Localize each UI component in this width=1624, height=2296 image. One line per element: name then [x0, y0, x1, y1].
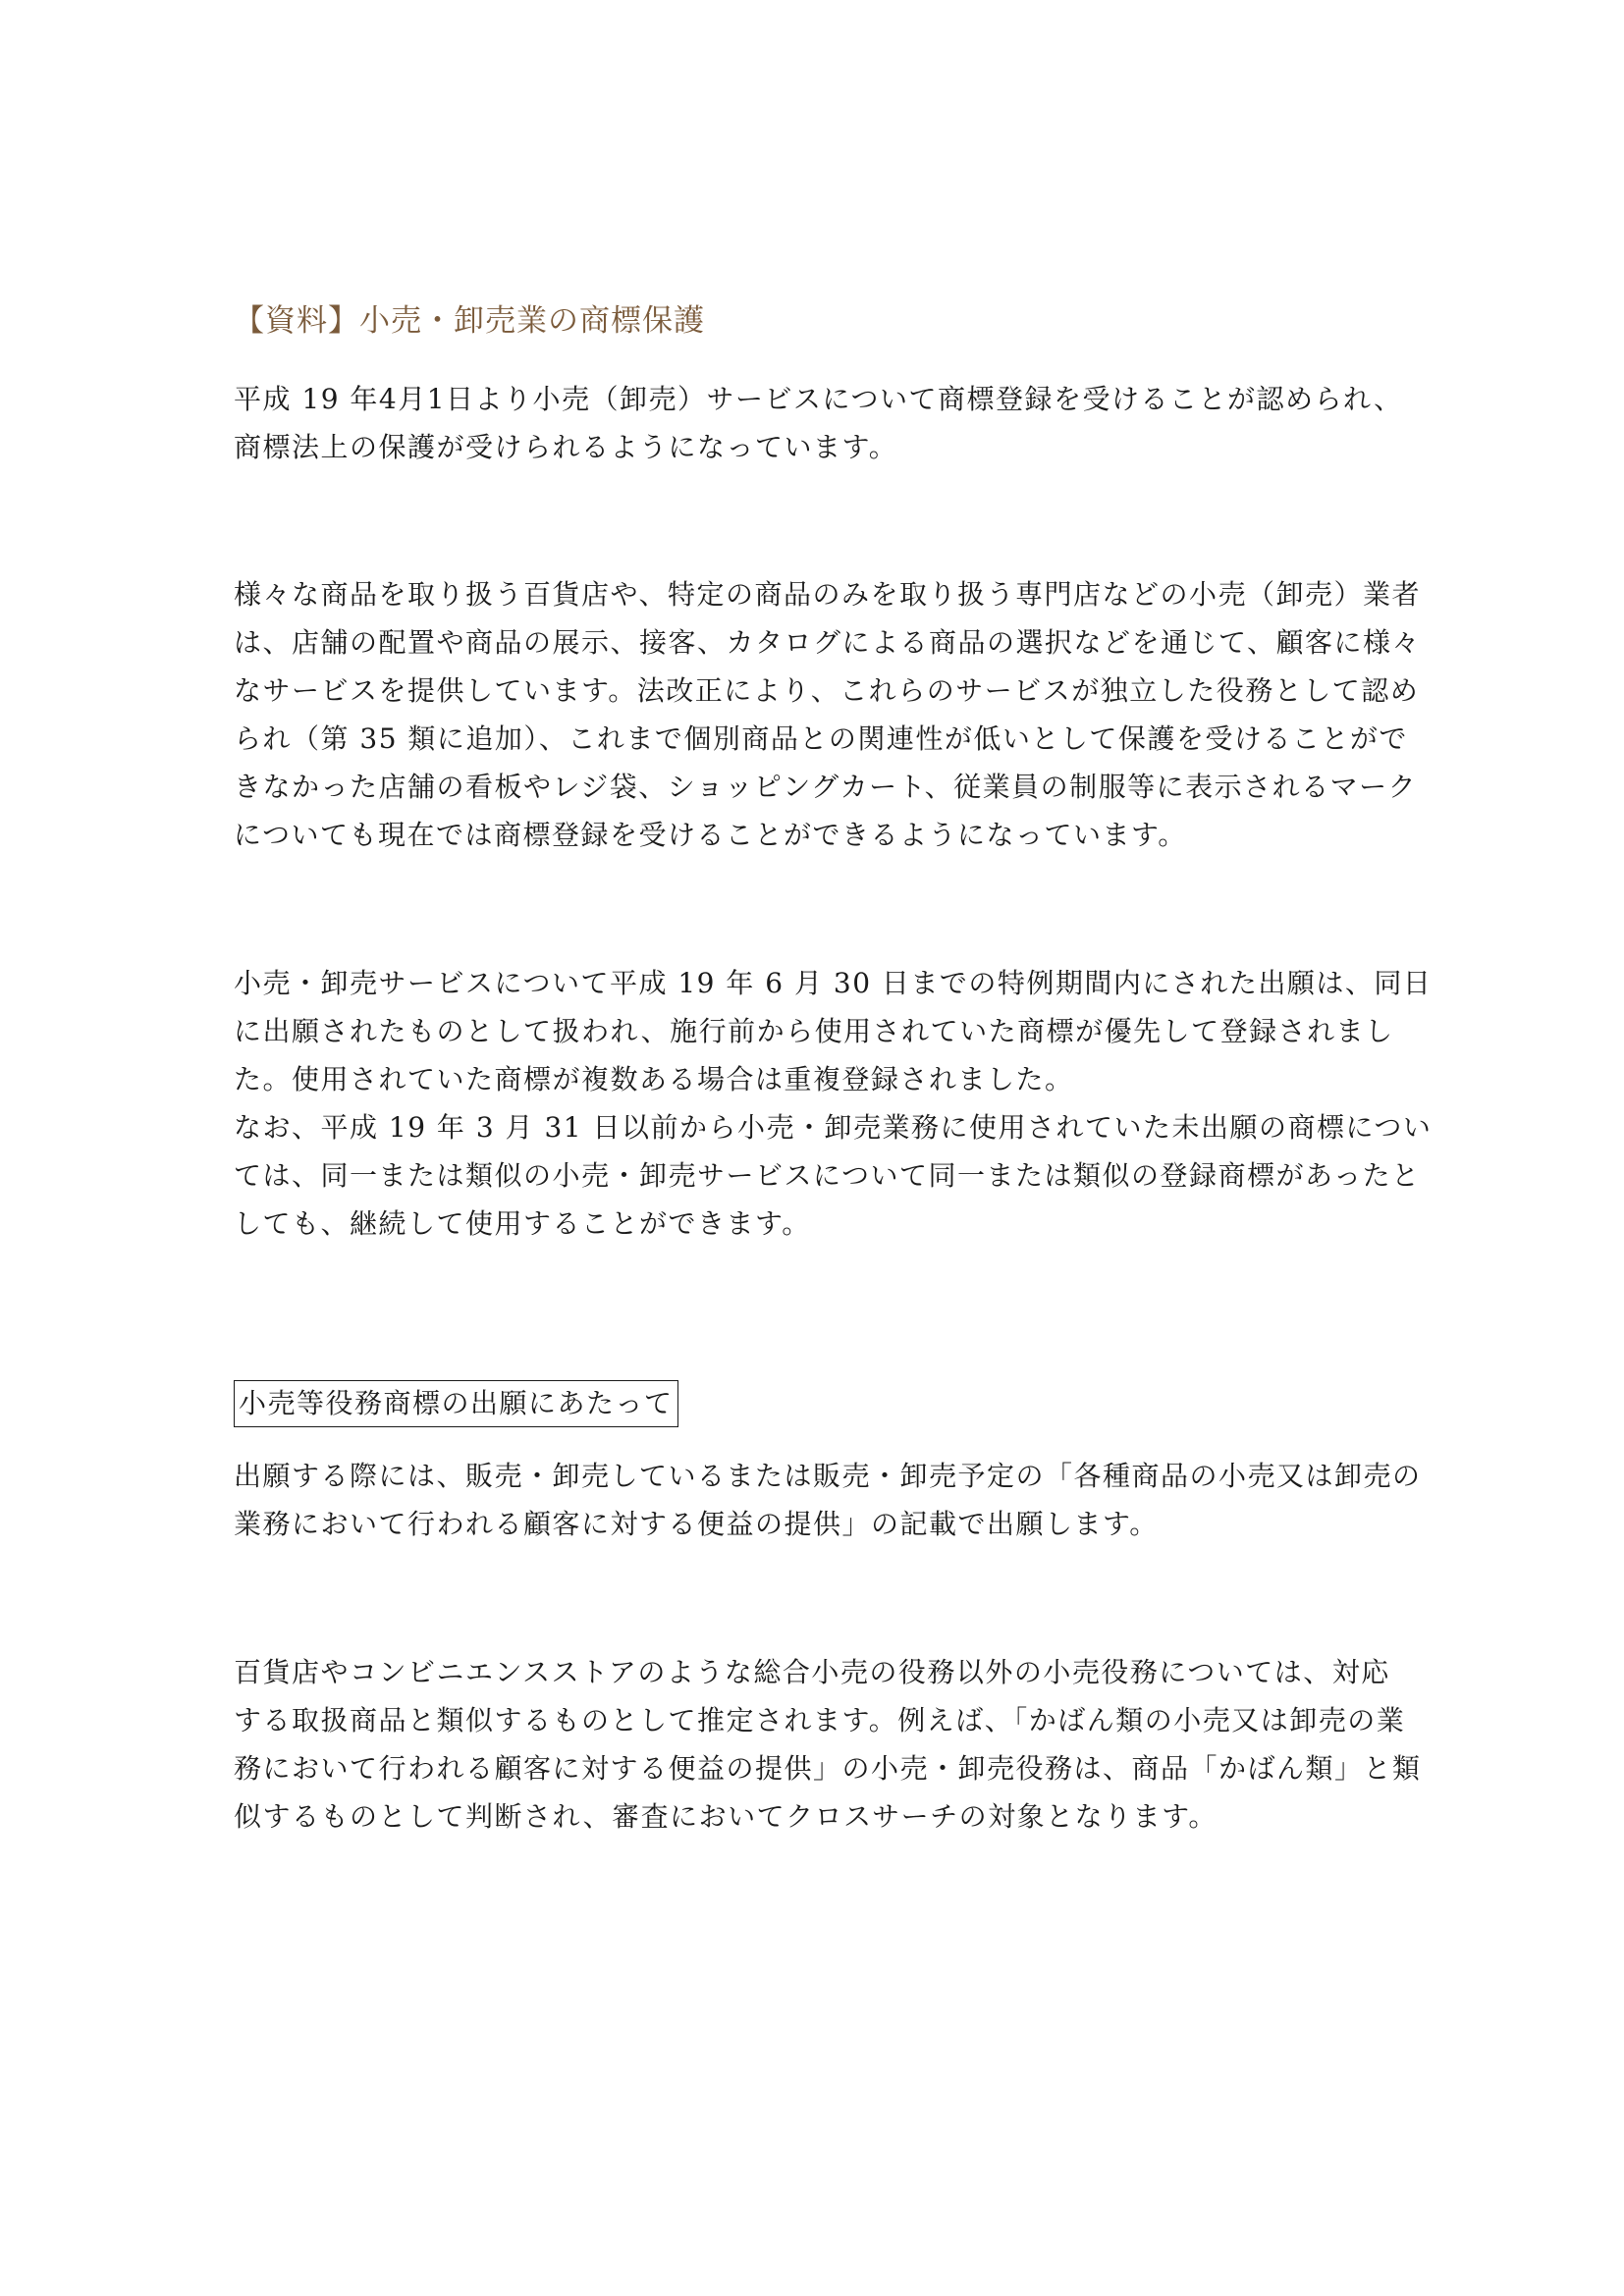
text-line: しても、継続して使用することができます。 [234, 1207, 811, 1240]
text-line: られ（第 35 類に追加）、これまで個別商品との関連性が低いとして保護を受けることがで [234, 722, 1408, 755]
text-line: 平成 19 年4月1日より小売（卸売）サービスについて商標登録を受けることが認められ、 [234, 383, 1403, 415]
text-line: 似するものとして判断され、審査においてクロスサーチの対象となります。 [234, 1800, 1218, 1833]
text-line: 小売・卸売サービスについて平成 19 年 6 月 30 日までの特例期間内にされた出願は、同日 [234, 967, 1433, 999]
text-line: 務において行われる顧客に対する便益の提供」の小売・卸売役務は、商品「かばん類」と類 [234, 1752, 1422, 1785]
text-line: に出願されたものとして扱われ、施行前から使用されていた商標が優先して登録されまし [234, 1015, 1394, 1047]
text-line: 様々な商品を取り扱う百貨店や、特定の商品のみを取り扱う専門店などの小売（卸売）業者 [234, 578, 1421, 611]
document-title: 【資料】小売・卸売業の商標保護 [234, 303, 705, 339]
text-line: きなかった店舗の看板やレジ袋、ショッピングカート、従業員の制服等に表示されるマーク [234, 771, 1418, 803]
paragraph-application [234, 1452, 1422, 1548]
text-line: についても現在では商標登録を受けることができるようになっています。 [234, 819, 1187, 851]
text-line: は、店舗の配置や商品の展示、接客、カタログによる商品の選択などを通じて、顧客に様々 [234, 626, 1421, 659]
text-line: 百貨店やコンビニエンスストアのような総合小売の役務以外の小売役務については、対応 [234, 1656, 1390, 1688]
paragraph-retail-services [234, 570, 1421, 859]
text-line: 商標法上の保護が受けられるようになっています。 [234, 431, 898, 463]
paragraph-special-period [234, 959, 1433, 1248]
text-line: 出願する際には、販売・卸売しているまたは販売・卸売予定の「各種商品の小売又は卸売の [234, 1460, 1422, 1492]
text-line: た。使用されていた商標が複数ある場合は重複登録されました。 [234, 1063, 1074, 1095]
text-line: する取扱商品と類似するものとして推定されます。例えば、「かばん類の小売又は卸売の業 [234, 1704, 1406, 1736]
text-line: 業務において行われる顧客に対する便益の提供」の記載で出願します。 [234, 1508, 1159, 1540]
text-line: なサービスを提供しています。法改正により、これらのサービスが独立した役務として認め [234, 674, 1420, 707]
text-line: なお、平成 19 年 3 月 31 日以前から小売・卸売業務に使用されていた未出願の商標につい [234, 1111, 1433, 1144]
text-line: ては、同一または類似の小売・卸売サービスについて同一または類似の登録商標があったと [234, 1159, 1421, 1192]
paragraph-similarity [234, 1648, 1422, 1841]
section-heading-boxed: 小売等役務商標の出願にあたって [234, 1380, 678, 1427]
paragraph-intro [234, 375, 1402, 471]
